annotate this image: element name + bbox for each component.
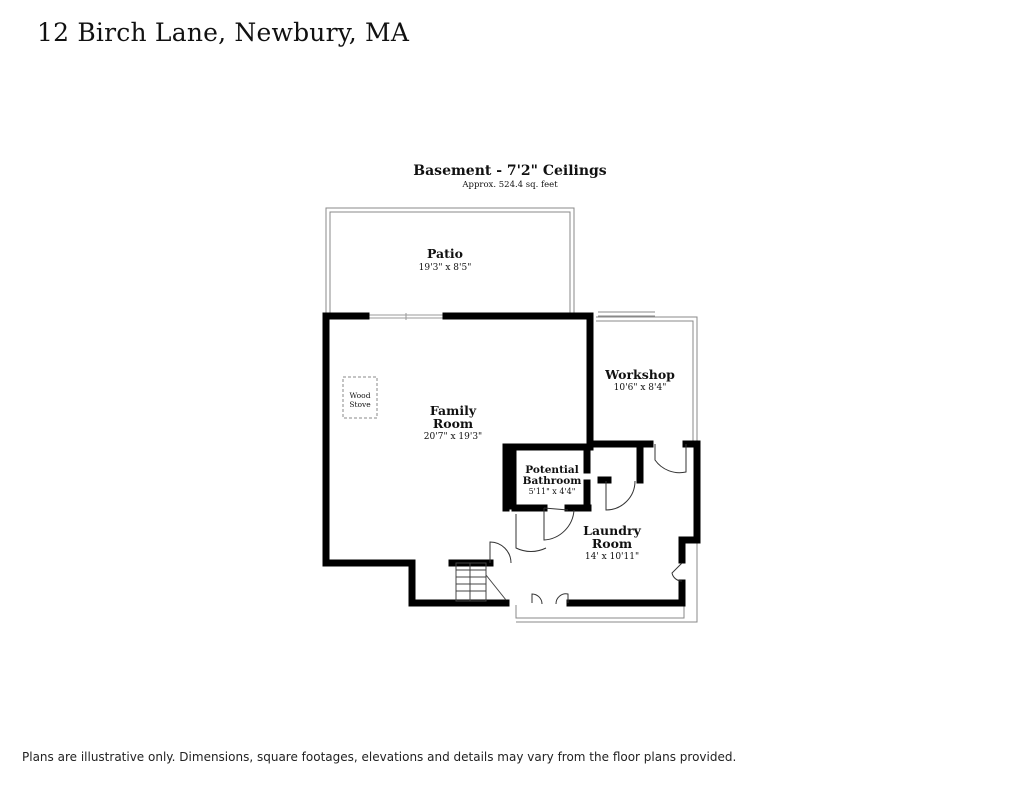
- laundry-room-dims: 14' x 10'11": [584, 552, 640, 562]
- workshop-dims: 10'6" x 8'4": [613, 383, 667, 393]
- workshop-name: Workshop: [605, 367, 675, 382]
- wood-stove-label-1: Wood: [349, 391, 371, 400]
- laundry-room-name-2: Room: [591, 536, 633, 551]
- bathroom-dims: 5'11" x 4'4": [528, 487, 576, 496]
- bathroom-name-2: Bathroom: [522, 475, 582, 487]
- sliding-door: [366, 313, 446, 320]
- bath-wall-block: [503, 453, 515, 508]
- family-room-name-2: Room: [432, 416, 474, 431]
- disclaimer-text: Plans are illustrative only. Dimensions, square footages, elevations and details may vary from the floor plans provided.: [22, 750, 737, 764]
- wood-stove-label-2: Stove: [349, 400, 371, 409]
- floor-title: Basement - 7'2" Ceilings: [413, 163, 607, 179]
- patio-dims: 19'3" x 8'5": [418, 263, 472, 273]
- stairs: [456, 563, 506, 601]
- bathroom-name-1: Potential: [525, 464, 579, 476]
- family-room-dims: 20'7" x 19'3": [423, 432, 483, 442]
- floor-area: Approx. 524.4 sq. feet: [462, 180, 558, 190]
- laundry-room-name-1: Laundry: [583, 523, 641, 538]
- patio-outline: [326, 208, 574, 315]
- patio-name: Patio: [426, 246, 464, 261]
- family-room-name-1: Family: [429, 403, 477, 418]
- property-address: 12 Birch Lane, Newbury, MA: [37, 18, 410, 47]
